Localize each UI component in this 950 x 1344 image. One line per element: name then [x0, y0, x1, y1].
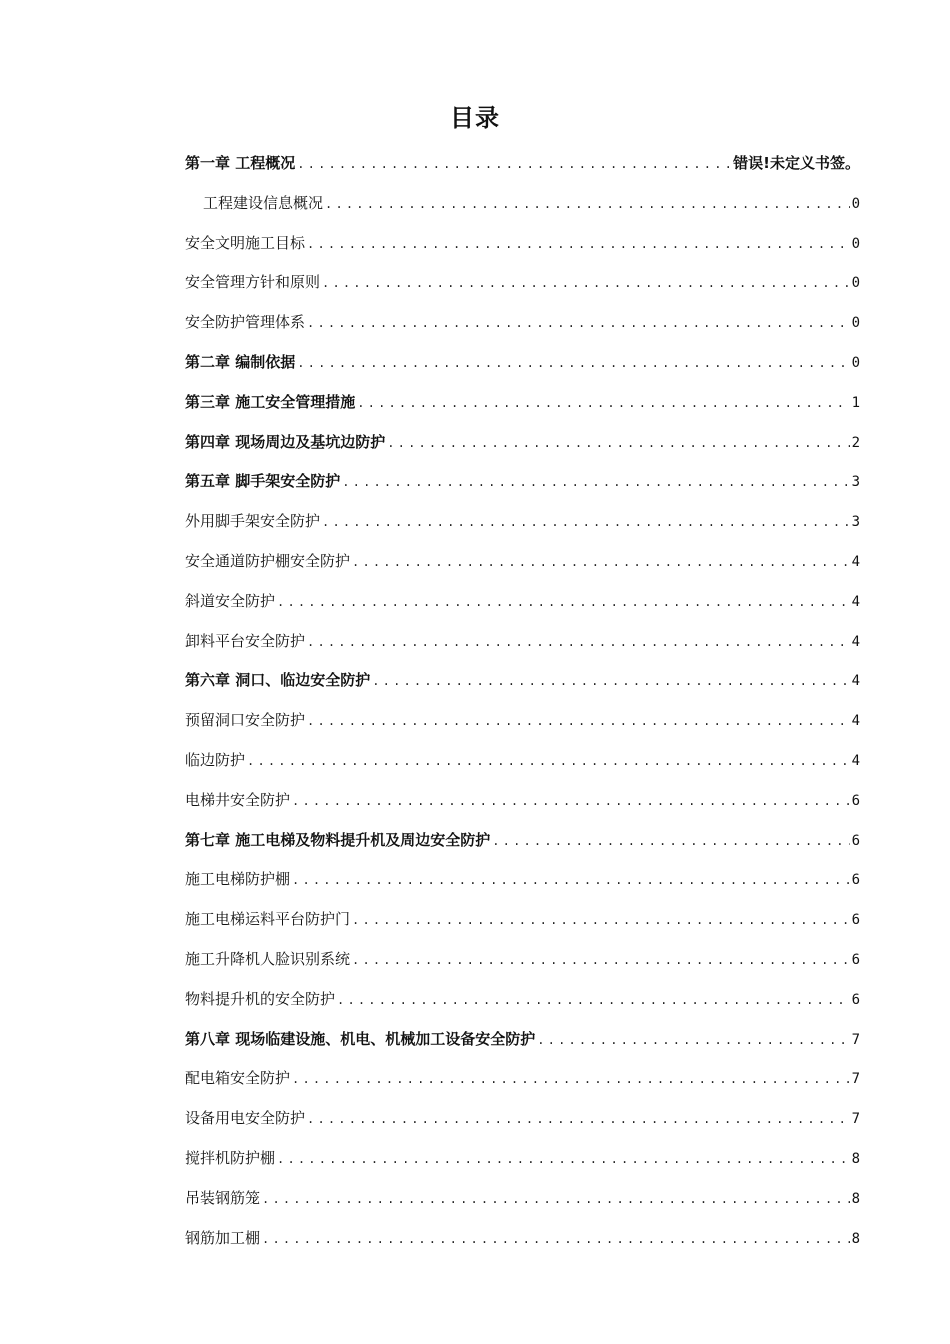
toc-entry[interactable] [185, 586, 860, 626]
toc-entry[interactable] [185, 705, 860, 745]
toc-entry-page-number: 4 [851, 553, 860, 570]
toc-entry[interactable] [185, 466, 860, 506]
toc-entry[interactable] [185, 1223, 860, 1263]
toc-entry-page-number: 错误!未定义书签。 [733, 154, 860, 172]
dot-leader [322, 507, 850, 537]
toc-entry[interactable] [185, 387, 860, 427]
toc-entry-page-number: 6 [851, 991, 860, 1008]
toc-entry[interactable] [185, 427, 860, 467]
toc-entry-label: 第五章 脚手架安全防护 [185, 472, 341, 491]
dot-leader [352, 905, 850, 935]
dot-leader [387, 428, 849, 458]
toc-entry[interactable] [185, 188, 860, 228]
toc-entry-page-number: 3 [851, 514, 860, 531]
toc-entry-page-number: 4 [851, 633, 860, 650]
toc-list [185, 148, 860, 1262]
dot-leader [352, 945, 850, 975]
toc-entry[interactable] [185, 546, 860, 586]
toc-entry-label: 安全文明施工目标 [185, 233, 306, 252]
dot-leader [492, 826, 849, 856]
toc-entry-label: 搅拌机防护棚 [185, 1148, 276, 1167]
toc-entry[interactable] [185, 148, 860, 188]
toc-entry-page-number: 0 [851, 315, 860, 332]
toc-entry-label: 工程建设信息概况 [203, 193, 324, 212]
toc-entry[interactable] [185, 228, 860, 268]
dot-leader [297, 149, 731, 179]
dot-leader [537, 1025, 849, 1055]
toc-entry[interactable] [185, 1143, 860, 1183]
toc-entry[interactable] [185, 665, 860, 705]
toc-entry-label: 第三章 施工安全管理措施 [185, 392, 356, 411]
toc-entry-label: 斜道安全防护 [185, 591, 276, 610]
toc-entry-page-number: 1 [851, 394, 860, 411]
toc-entry[interactable] [185, 1183, 860, 1223]
dot-leader [292, 865, 850, 895]
toc-entry-label: 安全防护管理体系 [185, 313, 306, 332]
toc-entry-label: 物料提升机的安全防护 [185, 989, 336, 1008]
toc-entry-page-number: 7 [851, 1111, 860, 1128]
toc-entry-page-number: 8 [851, 1190, 860, 1207]
toc-title: 目录 [450, 104, 500, 132]
toc-entry-label: 第二章 编制依据 [185, 352, 296, 371]
toc-entry-page-number: 2 [851, 434, 860, 451]
toc-entry-page-number: 7 [851, 1071, 860, 1088]
toc-entry[interactable] [185, 904, 860, 944]
toc-entry-page-number: 3 [851, 474, 860, 491]
toc-entry-page-number: 4 [851, 713, 860, 730]
toc-entry[interactable] [185, 307, 860, 347]
dot-leader [297, 348, 849, 378]
toc-entry-label: 施工电梯运料平台防护门 [185, 910, 351, 929]
toc-entry-label: 外用脚手架安全防护 [185, 512, 321, 531]
toc-entry-label: 吊装钢筋笼 [185, 1188, 261, 1207]
dot-leader [325, 189, 850, 219]
toc-entry-label: 第四章 现场周边及基坑边防护 [185, 432, 386, 451]
dot-leader [307, 627, 850, 657]
toc-entry-page-number: 4 [851, 673, 860, 690]
toc-entry[interactable] [185, 864, 860, 904]
dot-leader [262, 1184, 850, 1214]
toc-entry-label: 安全管理方针和原则 [185, 273, 321, 292]
dot-leader [342, 467, 849, 497]
toc-entry-page-number: 8 [851, 1230, 860, 1247]
toc-entry-page-number: 6 [851, 912, 860, 929]
dot-leader [337, 985, 850, 1015]
dot-leader [292, 1064, 850, 1094]
toc-entry-label: 第七章 施工电梯及物料提升机及周边安全防护 [185, 830, 491, 849]
toc-entry[interactable] [185, 1024, 860, 1064]
toc-entry[interactable] [185, 785, 860, 825]
toc-entry-page-number: 4 [851, 593, 860, 610]
toc-entry-page-number: 6 [851, 792, 860, 809]
toc-entry-page-number: 4 [851, 752, 860, 769]
toc-entry-label: 临边防护 [185, 750, 246, 769]
dot-leader [357, 388, 849, 418]
toc-entry[interactable] [185, 825, 860, 865]
toc-entry[interactable] [185, 944, 860, 984]
toc-entry[interactable] [185, 267, 860, 307]
dot-leader [322, 268, 850, 298]
toc-entry-label: 钢筋加工棚 [185, 1228, 261, 1247]
toc-entry-label: 配电箱安全防护 [185, 1069, 291, 1088]
dot-leader [307, 229, 850, 259]
toc-entry-label: 安全通道防护棚安全防护 [185, 551, 351, 570]
toc-entry[interactable] [185, 984, 860, 1024]
toc-entry-label: 施工升降机人脸识别系统 [185, 949, 351, 968]
dot-leader [247, 746, 850, 776]
dot-leader [372, 666, 849, 696]
dot-leader [277, 1144, 850, 1174]
toc-entry-label: 第一章 工程概况 [185, 154, 296, 172]
toc-entry-label: 电梯井安全防护 [185, 790, 291, 809]
dot-leader [352, 547, 850, 577]
toc-entry[interactable] [185, 745, 860, 785]
dot-leader [307, 1104, 850, 1134]
toc-entry-label: 第六章 洞口、临边安全防护 [185, 671, 371, 690]
dot-leader [307, 308, 850, 338]
toc-entry-page-number: 0 [851, 195, 860, 212]
dot-leader [262, 1224, 850, 1254]
toc-entry-page-number: 0 [851, 235, 860, 252]
toc-entry-page-number: 6 [851, 872, 860, 889]
toc-entry[interactable] [185, 626, 860, 666]
toc-entry-page-number: 7 [851, 1031, 860, 1048]
toc-entry-label: 第八章 现场临建设施、机电、机械加工设备安全防护 [185, 1029, 536, 1048]
toc-entry-label: 设备用电安全防护 [185, 1109, 306, 1128]
dot-leader [292, 786, 850, 816]
toc-entry-page-number: 0 [851, 275, 860, 292]
toc-entry-page-number: 6 [851, 832, 860, 849]
dot-leader [277, 587, 850, 617]
toc-entry-label: 施工电梯防护棚 [185, 870, 291, 889]
toc-entry-label: 卸料平台安全防护 [185, 631, 306, 650]
toc-entry[interactable] [185, 347, 860, 387]
toc-entry-label: 预留洞口安全防护 [185, 711, 306, 730]
toc-entry-page-number: 8 [851, 1150, 860, 1167]
dot-leader [307, 706, 850, 736]
toc-entry[interactable] [185, 1103, 860, 1143]
toc-entry-page-number: 0 [851, 354, 860, 371]
toc-entry[interactable] [185, 506, 860, 546]
toc-entry-page-number: 6 [851, 951, 860, 968]
toc-entry[interactable] [185, 1063, 860, 1103]
